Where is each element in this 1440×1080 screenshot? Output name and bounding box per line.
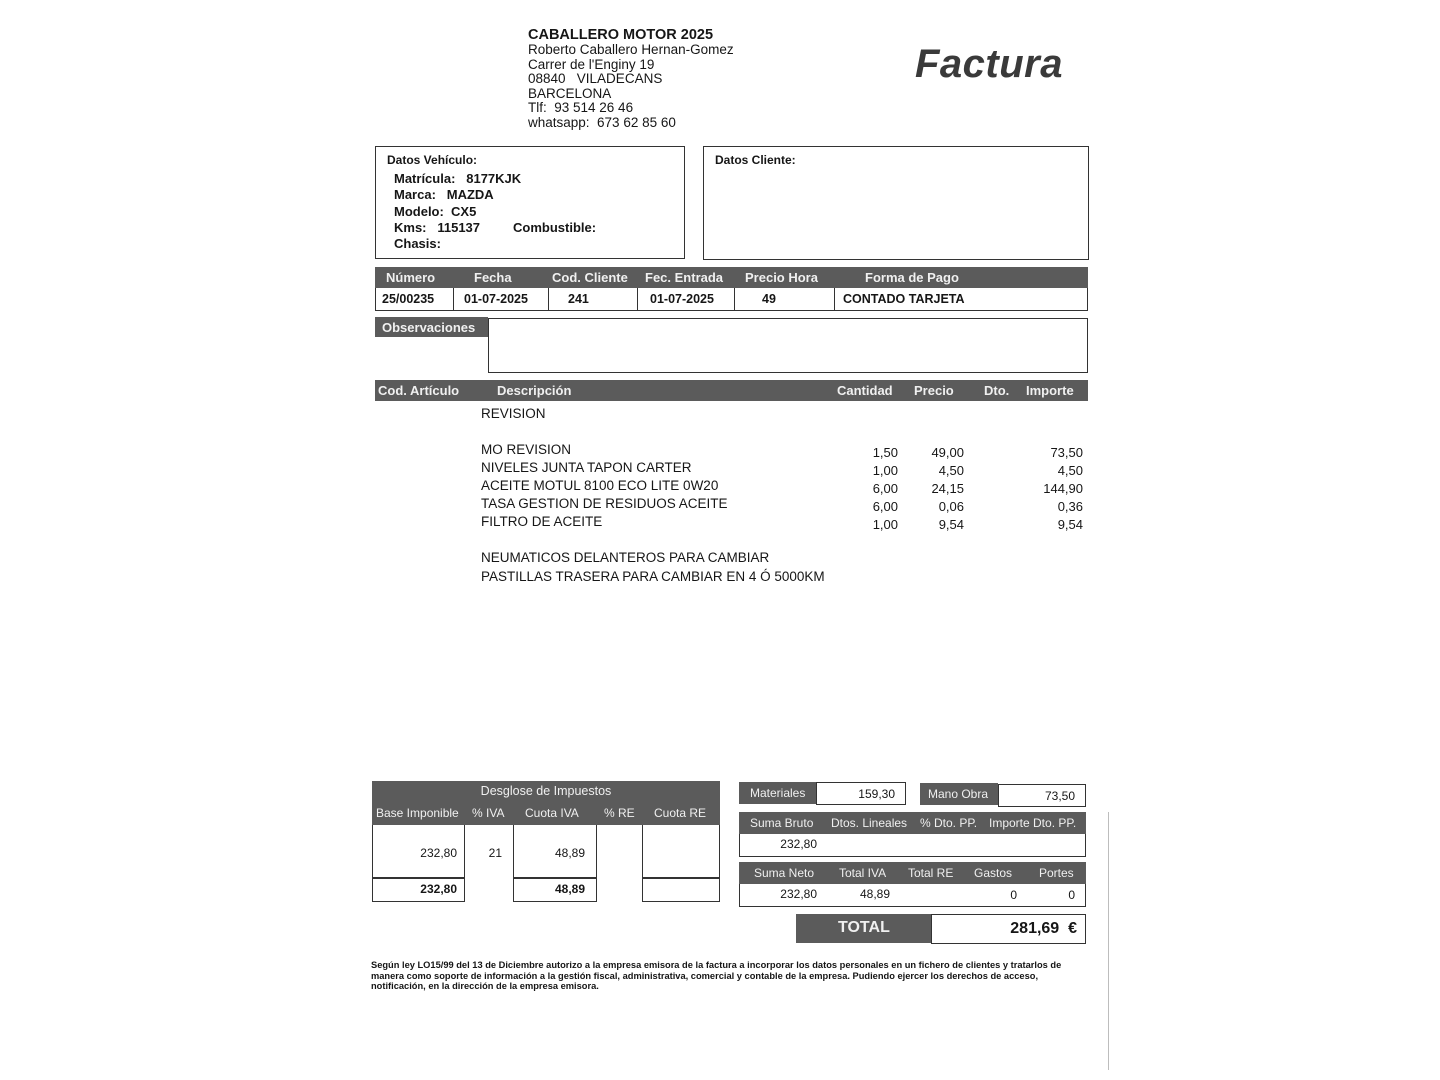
company-city: 08840 VILADECANS bbox=[528, 71, 663, 87]
line-item-desc: NIVELES JUNTA TAPON CARTER bbox=[481, 460, 692, 475]
invoice-header-bar bbox=[375, 267, 1088, 288]
item-section: REVISION bbox=[481, 406, 546, 421]
legal-footer: Según ley LO15/99 del 13 de Diciembre autorizo a la empresa emisora de la factura a incorporar los datos personales en un fichero de clientes y tratarlos de manera como soporte de información a la gestión fiscal, administrativa, comercial y contable de la empresa. Pudiendo ejercer los derechos de acceso, notificación, en la dirección de la empresa emisora. bbox=[371, 960, 1062, 991]
col-fecha: Fecha bbox=[474, 270, 512, 285]
company-owner: Roberto Caballero Hernan-Gomez bbox=[528, 42, 734, 57]
gross-header-bar bbox=[739, 812, 1086, 834]
gross-col-pp-pct: % Dto. PP. bbox=[920, 816, 978, 830]
items-header-bar bbox=[375, 380, 1088, 401]
document-title: Factura bbox=[915, 42, 1063, 86]
tax-col-re-pct: % RE bbox=[604, 806, 635, 820]
net-shipping-value: 0 bbox=[1068, 888, 1075, 902]
line-item-desc: MO REVISION bbox=[481, 442, 572, 457]
vehicle-chassis: Chasis: bbox=[394, 236, 441, 251]
client-label: Datos Cliente: bbox=[715, 153, 796, 167]
labor-value: 73,50 bbox=[1044, 789, 1075, 803]
company-info bbox=[528, 27, 734, 131]
col-cod-articulo: Cod. Artículo bbox=[378, 383, 460, 398]
col-cantidad: Cantidad bbox=[837, 383, 893, 398]
company-name: CABALLERO MOTOR 2025 bbox=[528, 27, 714, 43]
tax-iva-pct: 21 bbox=[488, 846, 502, 860]
labor-box bbox=[998, 784, 1086, 807]
col-importe: Importe bbox=[1026, 383, 1074, 398]
gross-values-row bbox=[739, 834, 1086, 857]
line-item-qty: 6,00 bbox=[872, 499, 898, 514]
entry-date: 01-07-2025 bbox=[650, 292, 714, 306]
vehicle-data-box bbox=[375, 146, 685, 259]
total-value: 281,69 € bbox=[1010, 920, 1077, 937]
total-label bbox=[796, 914, 931, 943]
line-item-desc: TASA GESTION DE RESIDUOS ACEITE bbox=[481, 496, 728, 511]
line-item-price: 49,00 bbox=[931, 445, 964, 460]
materials-label bbox=[739, 782, 816, 804]
col-descripcion: Descripción bbox=[497, 383, 572, 398]
gross-col-sum: Suma Bruto bbox=[750, 816, 814, 830]
client-data-box bbox=[703, 146, 1089, 260]
col-dto: Dto. bbox=[984, 383, 1010, 398]
vehicle-plate: Matrícula: 8177KJK bbox=[394, 171, 522, 186]
col-forma-pago: Forma de Pago bbox=[865, 270, 959, 285]
line-item-qty: 1,50 bbox=[872, 445, 898, 460]
net-col-sum: Suma Neto bbox=[754, 866, 815, 880]
line-item-desc: ACEITE MOTUL 8100 ECO LITE 0W20 bbox=[481, 478, 719, 493]
line-item-price: 24,15 bbox=[931, 481, 964, 496]
line-item-qty: 1,00 bbox=[872, 517, 898, 532]
col-fec-entrada: Fec. Entrada bbox=[645, 270, 724, 285]
line-item-amount: 0,36 bbox=[1057, 499, 1083, 514]
tax-col-iva-pct: % IVA bbox=[472, 806, 505, 820]
line-item-amount: 4,50 bbox=[1057, 463, 1083, 478]
col-precio: Precio bbox=[914, 383, 954, 398]
company-whatsapp: whatsapp: 673 62 85 60 bbox=[528, 114, 676, 130]
observations-label bbox=[375, 317, 488, 337]
tax-breakdown-title bbox=[372, 781, 720, 801]
line-item-amount: 9,54 bbox=[1057, 517, 1083, 532]
item-note: NEUMATICOS DELANTEROS PARA CAMBIAR bbox=[481, 550, 770, 565]
line-item-desc: FILTRO DE ACEITE bbox=[481, 514, 603, 529]
col-precio-hora: Precio Hora bbox=[745, 270, 818, 285]
total-box bbox=[931, 914, 1086, 944]
tax-breakdown-title-text: Desglose de Impuestos bbox=[480, 784, 612, 798]
tax-columns-bar bbox=[372, 801, 720, 825]
gross-col-line-disc: Dtos. Lineales bbox=[831, 816, 908, 830]
company-street: Carrer de l'Enginy 19 bbox=[528, 56, 655, 72]
vehicle-label: Datos Vehículo: bbox=[387, 153, 478, 167]
tax-col-base: Base Imponible bbox=[376, 806, 459, 820]
total-label-text: TOTAL bbox=[838, 919, 890, 936]
item-note: PASTILLAS TRASERA PARA CAMBIAR EN 4 Ó 5000KM bbox=[481, 569, 825, 584]
net-col-shipping: Portes bbox=[1039, 866, 1074, 880]
materials-value: 159,30 bbox=[858, 787, 895, 801]
vehicle-model: Modelo: CX5 bbox=[394, 204, 477, 219]
vehicle-fuel: Combustible: bbox=[513, 220, 597, 235]
vehicle-brand: Marca: MAZDA bbox=[394, 187, 494, 202]
client-code: 241 bbox=[568, 292, 589, 306]
net-header-bar bbox=[739, 862, 1086, 884]
line-item-qty: 6,00 bbox=[872, 481, 898, 496]
tax-total-cuota-iva: 48,89 bbox=[554, 882, 585, 896]
net-sum-value: 232,80 bbox=[780, 887, 817, 901]
col-cod-cliente: Cod. Cliente bbox=[552, 270, 628, 285]
line-item-price: 0,06 bbox=[938, 499, 964, 514]
company-phone: Tlf: 93 514 26 46 bbox=[528, 100, 634, 116]
net-col-expenses: Gastos bbox=[974, 866, 1013, 880]
net-values-row bbox=[739, 884, 1086, 907]
tax-breakdown-body bbox=[372, 825, 720, 902]
vehicle-kms: Kms: 115137 bbox=[394, 220, 481, 235]
net-col-re: Total RE bbox=[908, 866, 954, 880]
invoice-header-values bbox=[375, 288, 1088, 311]
observations-box bbox=[488, 318, 1088, 373]
line-item-price: 4,50 bbox=[938, 463, 964, 478]
line-item-amount: 144,90 bbox=[1043, 481, 1083, 496]
net-col-iva: Total IVA bbox=[839, 866, 887, 880]
net-expenses-value: 0 bbox=[1010, 888, 1017, 902]
observations-label-text: Observaciones bbox=[382, 320, 476, 335]
payment-method: CONTADO TARJETA bbox=[843, 292, 965, 306]
tax-cuota-iva: 48,89 bbox=[554, 846, 585, 860]
materials-box bbox=[816, 782, 906, 805]
scan-artifact-line bbox=[1108, 812, 1109, 1070]
invoice-date: 01-07-2025 bbox=[464, 292, 528, 306]
tax-base: 232,80 bbox=[420, 846, 457, 860]
tax-total-base: 232,80 bbox=[420, 882, 457, 896]
materials-label-text: Materiales bbox=[750, 786, 806, 800]
tax-col-cuota-iva: Cuota IVA bbox=[525, 806, 579, 820]
col-numero: Número bbox=[386, 270, 436, 285]
line-item-price: 9,54 bbox=[938, 517, 964, 532]
hour-price: 49 bbox=[762, 292, 776, 306]
line-item-amount: 73,50 bbox=[1050, 445, 1083, 460]
labor-label bbox=[920, 783, 998, 805]
company-province: BARCELONA bbox=[528, 85, 612, 101]
net-iva-value: 48,89 bbox=[859, 887, 890, 901]
gross-sum-value: 232,80 bbox=[780, 837, 817, 851]
tax-col-cuota-re: Cuota RE bbox=[654, 806, 707, 820]
invoice-number: 25/00235 bbox=[382, 292, 435, 306]
labor-label-text: Mano Obra bbox=[928, 787, 989, 801]
gross-col-pp-amount: Importe Dto. PP. bbox=[989, 816, 1077, 830]
line-item-qty: 1,00 bbox=[872, 463, 898, 478]
